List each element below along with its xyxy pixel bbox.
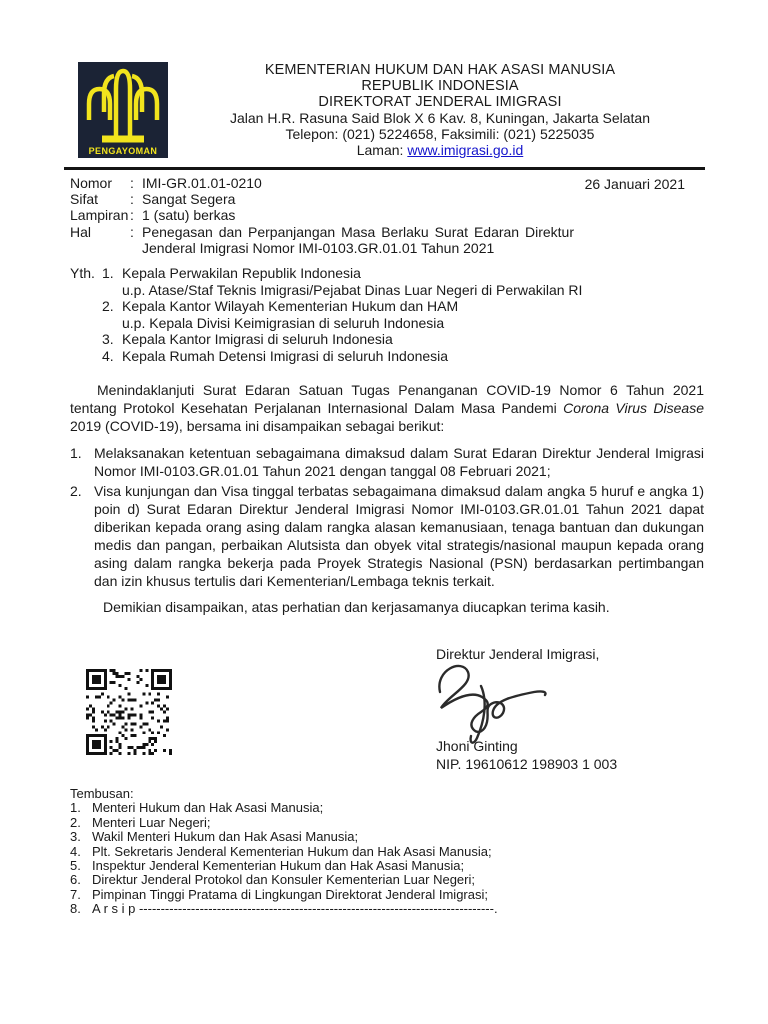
letterhead [170,62,710,158]
meta-row-hal [70,224,685,256]
logo-caption: PENGAYOMAN [88,146,158,156]
closing-paragraph: Demikian disampaikan, atas perhatian dan kerjasamanya diucapkan terima kasih. [103,599,610,615]
opening-text: Menindaklanjuti Surat Edaran Satuan Tugas Penanganan COVID-19 Nomor 6 Tahun 2021 tentang Protokol Kesehatan Perjalanan Internasional Dalam Masa Pandemi [70,382,704,416]
cc-text: Wakil Menteri Hukum dan Hak Asasi Manusia; [92,829,359,845]
meta-label: Nomor [70,175,113,191]
recipient-list [70,265,582,364]
recipient-line2: u.p. Atase/Staf Teknis Imigrasi/Pejabat Dinas Luar Negeri di Perwakilan RI [122,281,583,298]
meta-separator: : [130,175,134,191]
recipient-item [122,265,582,298]
meta-label: Hal [70,223,92,240]
website-label: Laman: [356,142,408,158]
carbon-copy-list [70,787,704,917]
meta-value: Penegasan dan Perpanjangan Masa Berlaku Surat Edaran Direktur Jenderal Imigrasi Nomor IMI-0103.GR.01.01 Tahun 2021 [142,223,574,256]
cc-text: Direktur Jenderal Protokol dan Konsuler Kementerian Luar Negeri; [92,872,475,888]
point-item [70,444,704,480]
cc-item [70,830,704,844]
cc-number: 8. [70,901,81,917]
cc-text: A r s i p ----------------------------------------------------------------------------------. [92,901,498,917]
qr-code [86,669,172,755]
ministry-logo [78,62,168,158]
meta-value: IMI-GR.01.01-0210 [142,175,262,191]
point-number: 1. [70,445,82,461]
handwritten-signature [424,656,584,748]
cc-number: 2. [70,814,81,830]
cc-item [70,902,704,916]
cc-heading: Tembusan: [70,786,134,801]
signatory-title: Direktur Jenderal Imigrasi, [436,646,600,662]
meta-value: Sangat Segera [142,191,236,208]
point-text: Visa kunjungan dan Visa tinggal terbatas sebagaimana dimaksud dalam angka 5 huruf e angka 1) poin d) Surat Edaran Direktur Jenderal Imigrasi Nomor IMI-0103.GR.01.01 Tahun 2021 dapat diberikan kepada orang asing dalam rangka alasan kemanusiaan, tenaga bantuan dan dukungan medis dan pangan, perbaikan Alutsista dan obyek vital strategis/nasional maupun kepada orang asing dalam rangka bekerja pada Proyek Strategis Nasional (PSN) berdasarkan pertimbangan dan izin khusus tertulis dari Kementerian/Lembaga teknis terkait. [94,483,704,589]
recipient-number: 4. [102,347,114,364]
office-address: Jalan H.R. Rasuna Said Blok X 6 Kav. 8, Kuningan, Jakarta Selatan [230,110,650,126]
recipient-number: 2. [102,298,114,314]
letter-meta [70,175,685,256]
phone-fax: Telepon: (021) 5224658, Faksimili: (021) 5225035 [285,126,595,142]
body-points [70,444,704,592]
signatory-nip: NIP. 19610612 198903 1 003 [436,755,618,772]
meta-separator: : [130,191,134,208]
recipient-line1: Kepala Perwakilan Republik Indonesia [122,265,361,281]
meta-label: Lampiran [70,207,129,224]
letterhead-divider [64,167,705,170]
opening-text: 2019 (COVID-19), bersama ini disampaikan sebagai berikut: [70,418,445,434]
website-link[interactable]: www.imigrasi.go.id [407,142,524,158]
salutation: Yth. [70,265,95,281]
cc-number: 1. [70,800,81,816]
cc-item [70,888,704,902]
cc-number: 5. [70,858,81,874]
recipient-line2: u.p. Kepala Divisi Keimigrasian di seluruh Indonesia [122,314,445,331]
meta-label: Sifat [70,191,99,208]
meta-separator: : [130,223,134,240]
cc-item [70,845,704,859]
recipient-item: Kepala Rumah Detensi Imigrasi di seluruh Indonesia [122,347,449,364]
cc-item [70,859,704,873]
directorate-name: DIREKTORAT JENDERAL IMIGRASI [318,94,562,110]
cc-number: 7. [70,886,81,902]
meta-value: 1 (satu) berkas [142,207,236,224]
letter-date: 26 Januari 2021 [584,176,685,192]
signatory-identity [436,738,617,773]
meta-row-sifat [70,191,685,207]
recipient-number: 1. [102,265,114,281]
cc-text: Menteri Luar Negeri; [92,814,211,830]
cc-text: Pimpinan Tinggi Pratama di Lingkungan Direktorat Jenderal Imigrasi; [92,886,488,902]
website-line [170,142,710,158]
recipient-number: 3. [102,331,114,347]
point-number: 2. [70,483,82,499]
cc-item [70,873,704,887]
meta-separator: : [130,207,134,224]
recipient-line1: Kepala Kantor Wilayah Kementerian Hukum dan HAM [122,298,459,314]
opening-italic-text: Corona Virus Disease [563,400,704,416]
point-text: Melaksanakan ketentuan sebagaimana dimaksud dalam Surat Edaran Direktur Jenderal Imigrasi Nomor IMI-0103.GR.01.01 Tahun 2021 dengan tanggal 08 Februari 2021; [94,445,704,479]
signatory-name: Jhoni Ginting [436,738,518,754]
opening-paragraph [70,381,704,435]
republic-name: REPUBLIK INDONESIA [361,78,519,94]
cc-text: Plt. Sekretaris Jenderal Kementerian Hukum dan Hak Asasi Manusia; [92,843,492,859]
cc-text: Inspektur Jenderal Kementerian Hukum dan Hak Asasi Manusia; [92,858,465,874]
recipient-item: Kepala Kantor Imigrasi di seluruh Indonesia [122,331,393,347]
point-item [70,482,704,590]
cc-number: 4. [70,843,81,859]
recipient-item [122,298,582,331]
meta-row-lampiran [70,207,685,223]
cc-number: 3. [70,829,81,845]
ministry-name: KEMENTERIAN HUKUM DAN HAK ASASI MANUSIA [264,62,616,78]
cc-item [70,801,704,815]
cc-item [70,816,704,830]
cc-number: 6. [70,872,81,888]
cc-text: Menteri Hukum dan Hak Asasi Manusia; [92,800,324,816]
